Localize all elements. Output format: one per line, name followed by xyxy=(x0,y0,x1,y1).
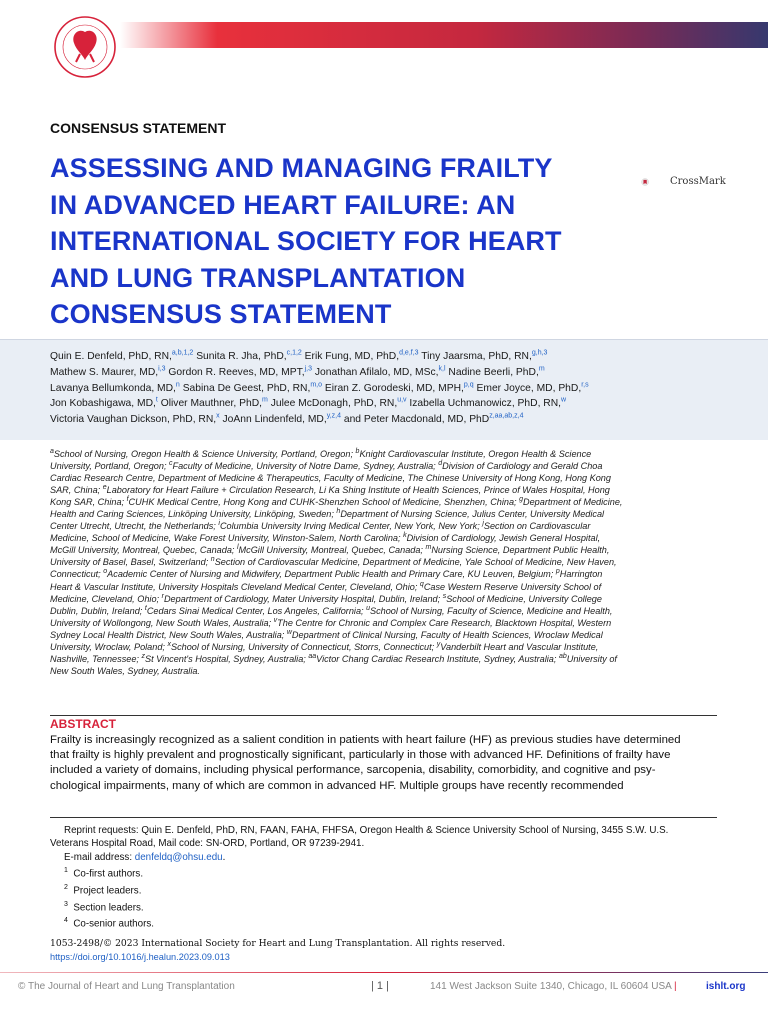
author-superscript[interactable]: n xyxy=(175,381,180,389)
author-line xyxy=(50,412,730,428)
affiliation-superscript: u xyxy=(366,604,370,612)
footnote-item xyxy=(64,864,724,881)
affiliation-superscript: v xyxy=(273,616,278,624)
author-text: Sunita R. Jha, PhD, xyxy=(193,351,287,362)
affiliation-text: School of Nursing, Oregon Health & Science University, Portland, Oregon; xyxy=(53,449,356,459)
affiliation-line xyxy=(50,520,718,532)
author-text: Nadine Beerli, PhD, xyxy=(445,366,539,378)
affiliation-text: McGill University, Montreal, Quebec, Canada; xyxy=(238,545,426,556)
author-text: Victoria Vaughan Dickson, PhD, RN, xyxy=(50,414,217,426)
author-text: Emer Joyce, MD, PhD, xyxy=(473,382,582,394)
article-type-label: CONSENSUS STATEMENT xyxy=(50,120,227,136)
affiliation-line xyxy=(50,484,718,496)
affiliation-text: Department of Cardiology, Mater University Hospital, Dublin, Ireland; xyxy=(163,593,443,604)
affiliation-text: Cardiac Research Centre, Department of Medicine & Therapeutics, Faculty of Medicine, The Chinese University of Hong Kong, Hong Kong xyxy=(50,473,611,484)
page-number: | 1 | xyxy=(371,980,389,992)
doi-link[interactable]: https://doi.org/10.1016/j.healun.2023.09.013 xyxy=(50,951,230,962)
affiliation-line xyxy=(50,460,718,472)
abstract-heading: ABSTRACT xyxy=(50,717,116,731)
crossmark-label[interactable]: CrossMark xyxy=(670,176,726,187)
affiliation-line xyxy=(50,581,718,593)
affiliation-superscript: j xyxy=(482,520,484,528)
affiliation-text: Kong SAR, China; xyxy=(50,497,127,508)
affiliation-text: School of Medicine, University College xyxy=(446,593,602,604)
affiliation-superscript: b xyxy=(355,447,360,455)
affiliation-superscript: a xyxy=(50,447,54,455)
affiliation-line xyxy=(50,653,718,665)
author-superscript[interactable]: d,e,f,3 xyxy=(399,349,419,357)
author-superscript[interactable]: m xyxy=(262,396,268,404)
author-text: Jonathan Afilalo, MD, MSc, xyxy=(312,366,439,378)
footer-rule xyxy=(0,972,768,973)
affiliation-text: The Centre for Chronic and Complex Care Research, Blacktown Hospital, Western xyxy=(277,617,612,628)
footnote-item xyxy=(64,914,724,931)
affiliation-text: Center Utrecht, Utrecht, the Netherlands; xyxy=(50,521,219,532)
affiliation-text: SAR, China; xyxy=(50,485,103,496)
society-address xyxy=(430,981,677,992)
affiliation-text: Academic Center of Nursing and Midwifery, Department Public Health and Primary Care, KU Leuven, Belgium; xyxy=(107,569,556,580)
affiliation-superscript: q xyxy=(419,580,424,588)
affiliation-text: Harrington xyxy=(559,569,603,580)
affiliation-text: Department of Clinical Nursing, Faculty of Health Sciences, Wroclaw Medical xyxy=(291,629,603,640)
author-text: Izabella Uchmanowicz, PhD, RN, xyxy=(406,398,562,410)
abstract-top-rule xyxy=(50,715,717,716)
abstract-bottom-rule xyxy=(50,817,717,818)
affiliation-text: University, Portland, Oregon; xyxy=(50,461,170,472)
affiliation-superscript: l xyxy=(236,544,239,552)
copyright-block xyxy=(50,937,730,964)
author-superscript[interactable]: g,h,3 xyxy=(531,349,548,357)
author-text: and Peter Macdonald, MD, PhD xyxy=(340,414,490,426)
author-list-band xyxy=(0,339,768,440)
footnote-text: Project leaders. xyxy=(73,885,142,897)
author-superscript[interactable]: u,v xyxy=(397,396,407,404)
author-text: Eiran Z. Gorodeski, MD, MPH, xyxy=(322,382,464,394)
affiliation-superscript: i xyxy=(218,520,220,528)
author-list xyxy=(50,349,730,428)
affiliation-superscript: x xyxy=(167,640,171,648)
affiliation-superscript: ab xyxy=(558,652,567,660)
footnote-text: Co-first authors. xyxy=(73,868,144,880)
footnotes xyxy=(50,824,724,931)
footnote-number: 2 xyxy=(64,883,68,891)
abstract-body xyxy=(50,733,718,794)
affiliation-superscript: s xyxy=(442,592,447,600)
author-superscript[interactable]: i,3 xyxy=(158,365,166,373)
affiliation-text: Health and Caring Sciences, Linköping University, Linköping, Sweden; xyxy=(50,509,337,520)
address-text: 141 West Jackson Suite 1340, Chicago, IL 60604 USA xyxy=(430,981,672,992)
footnote-number: 4 xyxy=(64,917,68,925)
affiliation-text: Department of Nursing Science, Julius Center, University Medical xyxy=(340,509,605,520)
affiliation-text: Knight Cardiovascular Institute, Oregon Health & Science xyxy=(359,449,592,459)
affiliation-line xyxy=(50,508,718,520)
author-text: JoAnn Lindenfeld, MD, xyxy=(219,414,327,426)
affiliation-line xyxy=(50,568,718,580)
affiliation-superscript: h xyxy=(336,508,341,516)
affiliation-text: Department of Medicine, xyxy=(523,497,623,508)
header-gradient-bar xyxy=(120,22,768,48)
affiliation-line xyxy=(50,641,718,653)
footnote-text: Section leaders. xyxy=(73,901,144,913)
author-text: Oliver Mauthner, PhD, xyxy=(157,398,262,410)
crossmark-icon[interactable] xyxy=(641,165,671,199)
abstract-line: Frailty is increasingly recognized as a salient condition in patients with heart failure (HF) as previous studies have determined xyxy=(50,734,681,746)
affiliation-text: University of Basel, Basel, Switzerland; xyxy=(50,557,211,568)
affiliation-text: CUHK Medical Centre, Hong Kong and CUHK-Shenzhen School of Medicine, Shenzhen, China; xyxy=(128,497,520,508)
society-website-link[interactable]: ishlt.org xyxy=(706,981,746,992)
affiliation-superscript: aa xyxy=(308,652,317,660)
affiliation-text: Heart & Vascular Institute, University Hospitals Cleveland Medical Center, Cleveland, Ohio; xyxy=(50,581,420,592)
author-superscript[interactable]: m,o xyxy=(310,381,322,389)
affiliation-text: Connecticut; xyxy=(50,569,104,580)
affiliation-line xyxy=(50,496,718,508)
affiliation-text: Division of Cardiology, Jewish General Hospital, xyxy=(406,533,601,544)
title-line: INTERNATIONAL SOCIETY FOR HEART xyxy=(50,226,562,256)
affiliation-text: Division of Cardiology and Gerald Choa xyxy=(442,461,603,472)
author-superscript[interactable]: p,q xyxy=(463,381,474,389)
affiliation-text: School of Nursing, Faculty of Science, Medicine and Health, xyxy=(370,605,613,616)
affiliation-text: Nashville, Tennessee; xyxy=(50,653,142,664)
affiliation-text: Medicine, School of Medicine, Wake Forest University, Winston-Salem, North Carolina; xyxy=(50,533,404,544)
author-text: Quin E. Denfeld, PhD, RN, xyxy=(50,351,172,362)
affiliation-line xyxy=(50,472,718,484)
affiliation-superscript: o xyxy=(103,568,108,576)
affiliation-superscript: g xyxy=(519,496,524,504)
affiliation-line xyxy=(50,448,718,460)
author-line xyxy=(50,381,730,397)
author-text: Jon Kobashigawa, MD, xyxy=(50,398,156,410)
abstract-line: that frailty is highly prevalent and prognostically significant, particularly in those with advanced HF. Definitions of frailty have xyxy=(50,749,671,762)
footnote-item xyxy=(64,881,724,898)
author-superscript[interactable]: j,3 xyxy=(304,365,313,373)
affiliation-text: Victor Chang Cardiac Research Institute, Sydney, Australia; xyxy=(316,653,559,664)
affiliation-superscript: r xyxy=(161,592,164,600)
footnote-text: Co-senior authors. xyxy=(73,918,154,930)
affiliation-superscript: c xyxy=(169,460,173,467)
affiliation-superscript: e xyxy=(102,484,107,492)
affiliation-text: Section on Cardiovascular xyxy=(483,521,591,532)
author-text: Erik Fung, MD, PhD, xyxy=(301,351,400,362)
affiliation-superscript: f xyxy=(126,496,129,504)
affiliation-line xyxy=(50,593,718,605)
affiliation-text: Sydney Local Health District, New South Wales, Australia; xyxy=(50,629,287,640)
affiliation-text: Medicine, Cleveland, Ohio; xyxy=(50,593,162,604)
footnote-item xyxy=(64,898,724,915)
affiliation-text: McGill University, Montreal, Quebec, Canada; xyxy=(50,545,237,556)
affiliation-text: Laboratory for Heart Failure + Circulation Research, Li Ka Shing Institute of Health Sciences, Prince of Wales Hospital, Hong xyxy=(106,485,610,496)
copyright-text: 1053-2498/© 2023 International Society for Heart and Lung Transplantation. All rights reserved. xyxy=(50,938,506,949)
author-line xyxy=(50,396,730,412)
affiliation-text: University of xyxy=(566,653,617,664)
author-text: Gordon R. Reeves, MD, MPT, xyxy=(165,366,305,378)
affiliation-text: School of Nursing, University of Connecticut, Storrs, Connecticut; xyxy=(170,641,437,652)
footer-separator: | xyxy=(674,981,677,992)
journal-name: © The Journal of Heart and Lung Transplantation xyxy=(18,981,235,992)
author-superscript[interactable]: t xyxy=(155,396,158,404)
affiliation-superscript: n xyxy=(210,556,215,564)
affiliation-superscript: p xyxy=(555,568,560,576)
author-superscript[interactable]: w xyxy=(561,396,567,404)
title-line: IN ADVANCED HEART FAILURE: AN xyxy=(50,189,516,220)
title-line: AND LUNG TRANSPLANTATION xyxy=(50,262,466,293)
author-superscript[interactable]: r,s xyxy=(581,381,589,389)
affiliation-line xyxy=(50,544,718,556)
affiliation-text: Columbia University Irving Medical Center, New York, New York; xyxy=(219,521,483,532)
email-line xyxy=(64,851,724,864)
title-line: ASSESSING AND MANAGING FRAILTY xyxy=(50,153,553,183)
author-text: Tiny Jaarsma, PhD, RN, xyxy=(418,351,532,362)
author-text: Sabina De Geest, PhD, RN, xyxy=(179,382,311,394)
author-superscript[interactable]: c,1,2 xyxy=(286,349,302,357)
article-title xyxy=(50,150,640,333)
affiliation-text: Nursing Science, Department Public Health, xyxy=(431,545,610,556)
affiliation-superscript: y xyxy=(436,640,441,648)
affiliation-text: Faculty of Medicine, University of Notre Dame, Sydney, Australia; xyxy=(172,461,439,472)
email-end: . xyxy=(222,851,226,863)
affiliation-superscript: z xyxy=(141,652,145,660)
affiliation-line xyxy=(50,617,718,629)
affiliation-text: Dublin, Dublin, Ireland; xyxy=(50,605,145,616)
footnote-number: 1 xyxy=(64,867,68,875)
email-label: E-mail address: xyxy=(64,851,135,863)
abstract-line: chological impairments, many of which are common in advanced HF. Multiple groups have recently recommended xyxy=(50,779,624,792)
reprint-line: Reprint requests: Quin E. Denfeld, PhD, RN, FAAN, FAHA, FHFSA, Oregon Health & Science University School of Nursing, 3455 S.W. U.S. xyxy=(64,825,669,836)
author-line xyxy=(50,365,730,381)
author-superscript[interactable]: z,aa,ab,z,4 xyxy=(489,412,524,420)
affiliation-superscript: w xyxy=(286,628,292,636)
email-link[interactable]: denfeldq@ohsu.edu xyxy=(134,851,223,863)
affiliation-text: University of Wollongong, New South Wales, Australia; xyxy=(50,617,274,628)
affiliation-superscript: d xyxy=(438,460,443,467)
ishlt-logo-icon xyxy=(52,14,118,80)
affiliation-text: University, Wroclaw, Poland; xyxy=(50,641,168,652)
author-superscript[interactable]: y,z,4 xyxy=(326,412,341,420)
title-line: CONSENSUS STATEMENT xyxy=(50,299,392,329)
author-text: Lavanya Bellumkonda, MD, xyxy=(50,382,176,394)
affiliation-line xyxy=(50,532,718,544)
footnote-number: 3 xyxy=(64,900,68,908)
author-text: Mathew S. Maurer, MD, xyxy=(50,366,159,378)
reprint-line: Veterans Hospital Road, Mail code: SN-ORD, Portland, OR 97239-2941. xyxy=(50,838,365,850)
affiliation-text: Cedars Sinai Medical Center, Los Angeles, California; xyxy=(146,605,367,616)
affiliation-text: New South Wales, Sydney, Australia. xyxy=(50,665,200,676)
affiliation-line xyxy=(50,605,718,617)
affiliation-line xyxy=(50,556,718,568)
affiliation-text: Case Western Reserve University School of xyxy=(423,581,602,592)
affiliation-text: Section of Cardiovascular Medicine, Department of Medicine, Yale School of Medicine, New Haven, xyxy=(214,557,617,568)
affiliation-superscript: t xyxy=(144,604,147,612)
author-line xyxy=(50,349,730,365)
author-superscript[interactable]: x xyxy=(216,412,220,420)
affiliations xyxy=(50,448,718,677)
author-superscript[interactable]: a,b,1,2 xyxy=(171,349,194,357)
affiliation-superscript: m xyxy=(425,544,432,552)
affiliation-line xyxy=(50,665,718,677)
affiliation-superscript: k xyxy=(403,532,407,540)
affiliation-text: St Vincent's Hospital, Sydney, Australia; xyxy=(144,653,309,664)
author-superscript[interactable]: k,l xyxy=(438,365,446,373)
affiliation-line xyxy=(50,629,718,641)
abstract-line: included a variety of domains, including physical performance, sarcopenia, disability, comorbidity, and cognitive and psy- xyxy=(50,764,656,777)
affiliation-text: Vanderbilt Heart and Vascular Institute, xyxy=(440,641,599,652)
author-superscript[interactable]: m xyxy=(538,365,545,373)
author-text: Julee McDonagh, PhD, RN, xyxy=(267,398,398,410)
